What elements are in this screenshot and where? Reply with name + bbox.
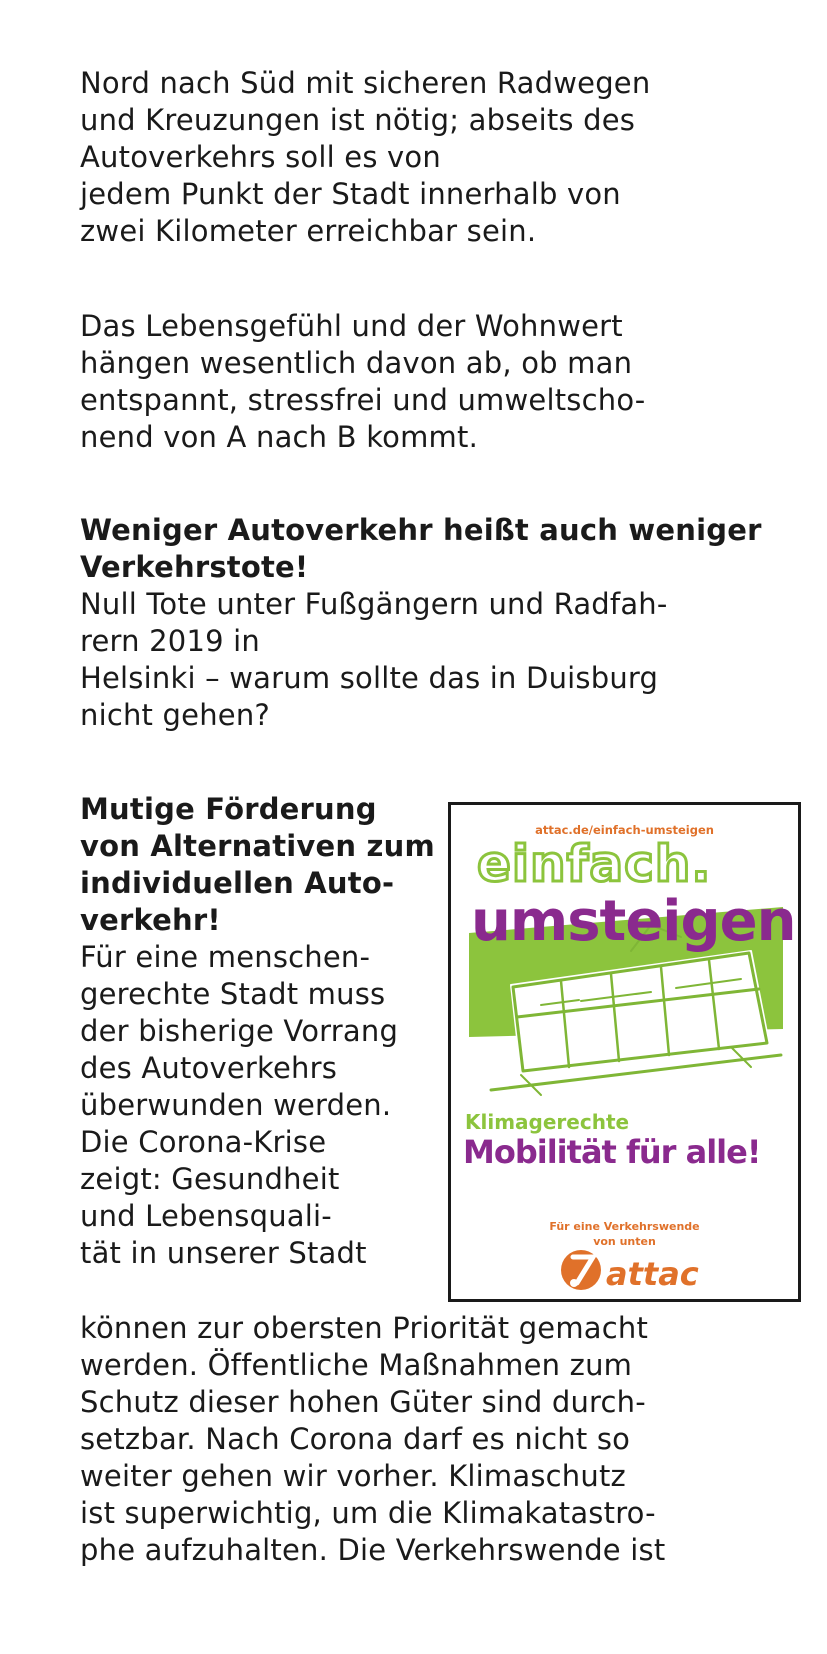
text-line: werden. Öffentliche Maßnahmen zum <box>80 1348 633 1382</box>
text-line: können zur obersten Priorität gemacht <box>80 1311 649 1345</box>
text-line: zwei Kilometer erreichbar sein. <box>80 214 537 248</box>
attac-logo-text: attac <box>606 1255 699 1293</box>
paragraph-helsinki <box>80 586 668 734</box>
poster-tagline-big: Mobilität für alle! <box>463 1133 761 1171</box>
poster-url: attac.de/einfach-umsteigen <box>535 823 714 837</box>
attac-logo-icon <box>561 1250 601 1290</box>
text-line: und Kreuzungen ist nötig; abseits des <box>80 103 636 137</box>
text-line: entspannt, stressfrei und umweltscho- <box>80 383 646 417</box>
poster-word-umsteigen: umsteigen <box>471 889 796 954</box>
text-line: hängen wesentlich davon ab, ob man <box>80 346 633 380</box>
text-line: Schutz dieser hohen Güter sind durch- <box>80 1385 646 1419</box>
text-line: jedem Punkt der Stadt innerhalb von <box>80 177 621 211</box>
poster-footer-line1: Für eine Verkehrswende <box>549 1220 700 1233</box>
text-line: und Lebensquali- <box>80 1199 332 1233</box>
text-line: Null Tote unter Fußgängern und Radfah- <box>80 587 668 621</box>
paragraph-menschengerecht <box>80 939 398 1272</box>
paragraph-lebensgefuehl <box>80 308 645 456</box>
text-line: rern 2019 in <box>80 624 260 658</box>
campaign-poster <box>448 802 801 1302</box>
text-line: setzbar. Nach Corona darf es nicht so <box>80 1422 631 1456</box>
heading-line: Mutige Förderung <box>80 792 377 826</box>
poster-tagline-small: Klimagerechte <box>465 1110 630 1134</box>
text-line: Die Corona-Krise <box>80 1125 327 1159</box>
text-line: zeigt: Gesundheit <box>80 1162 340 1196</box>
poster-footer-line2: von unten <box>593 1235 656 1248</box>
text-line: Nord nach Süd mit sicheren Radwegen <box>80 66 651 100</box>
text-line: tät in unserer Stadt <box>80 1236 367 1270</box>
text-line: Helsinki – warum sollte das in Duisburg <box>80 661 659 695</box>
heading-line: verkehr! <box>80 903 221 937</box>
text-line: Das Lebensgefühl und der Wohnwert <box>80 309 623 343</box>
heading-foerderung <box>80 791 435 939</box>
poster-word-einfach: einfach. <box>477 835 712 893</box>
heading-line: individuellen Auto- <box>80 866 395 900</box>
text-line: Für eine menschen- <box>80 940 371 974</box>
text-line: ist superwichtig, um die Klimakatastro- <box>80 1496 656 1530</box>
text-line: weiter gehen wir vorher. Klimaschutz <box>80 1459 626 1493</box>
heading-line: Weniger Autoverkehr heißt auch weniger <box>80 513 762 547</box>
text-line: phe aufzuhalten. Die Verkehrswende ist <box>80 1533 666 1567</box>
text-line: gerechte Stadt muss <box>80 977 386 1011</box>
text-line: Autoverkehrs soll es von <box>80 140 441 174</box>
heading-line: Verkehrstote! <box>80 550 309 584</box>
heading-line: von Alternativen zum <box>80 829 435 863</box>
text-line: nicht gehen? <box>80 698 270 732</box>
text-line: überwunden werden. <box>80 1088 392 1122</box>
heading-verkehrstote <box>80 512 762 586</box>
text-line: des Autoverkehrs <box>80 1051 338 1085</box>
text-line: der bisherige Vorrang <box>80 1014 399 1048</box>
text-line: nend von A nach B kommt. <box>80 420 478 454</box>
paragraph-radwege <box>80 65 650 250</box>
paragraph-klimaschutz <box>80 1310 665 1569</box>
